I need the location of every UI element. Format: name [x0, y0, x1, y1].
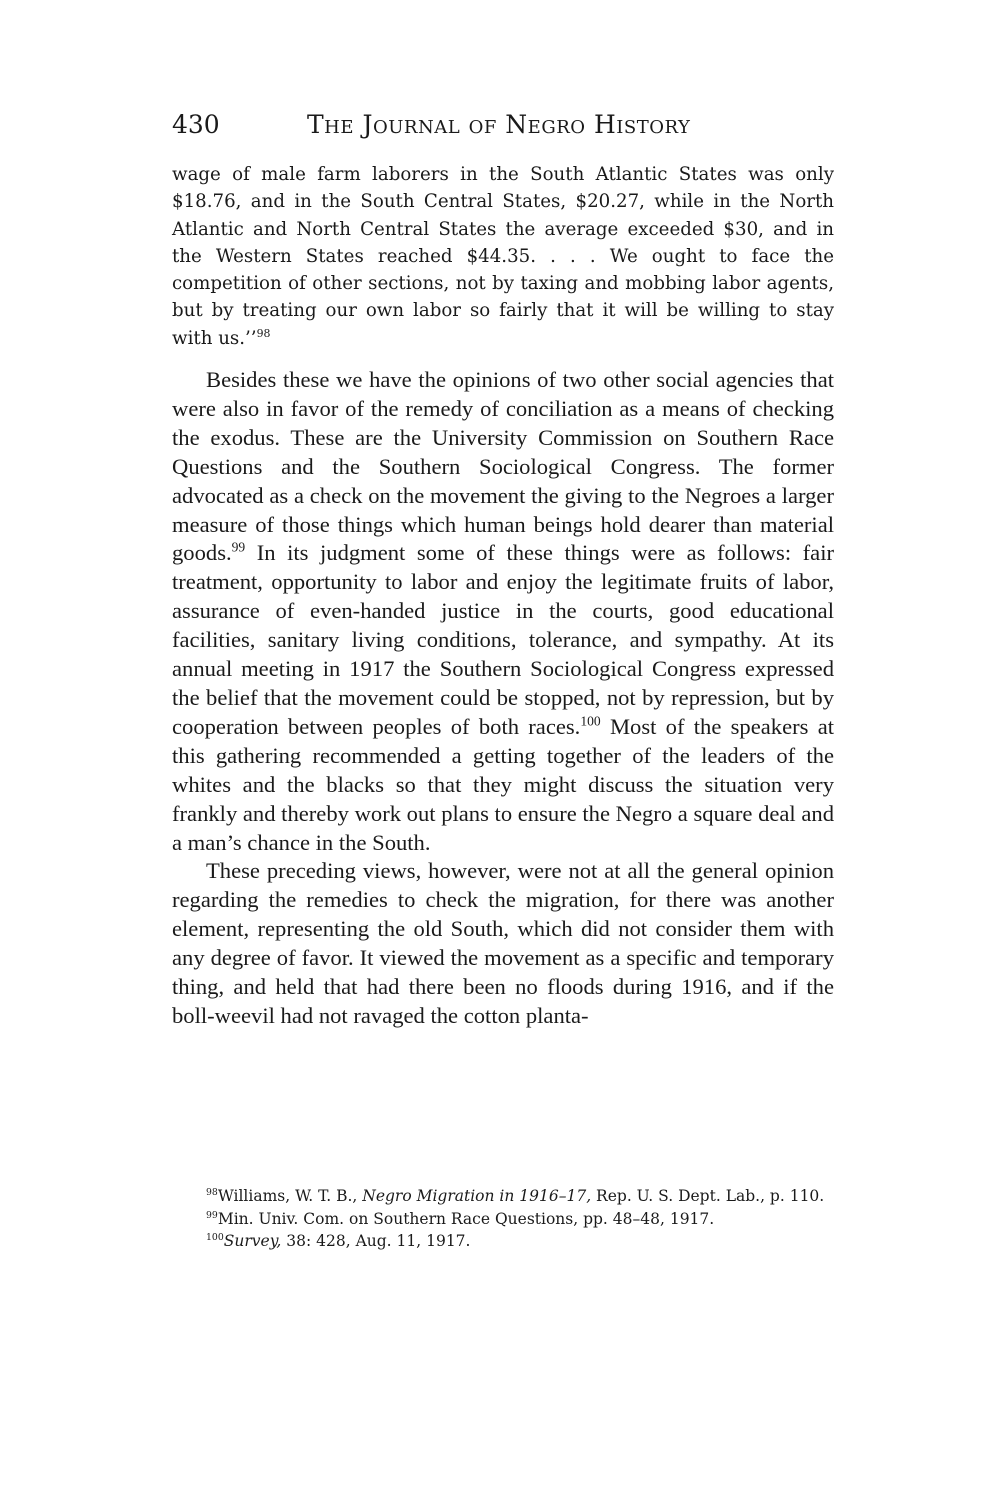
footnotes — [172, 1185, 834, 1253]
paragraph-1-part-a: Besides these we have the opinions of two other social agencies that were also in favor of the remedy of conciliation as a means of checking the exodus. These are the University Commission on Southern Race Questions and the Southern Sociological Congress. The former advocated as a check on the movement the giving to the Negroes a larger measure of those things which human beings hold dearer than material goods. — [172, 367, 834, 566]
running-title: The Journal of Negro History — [307, 110, 691, 139]
footnote-ref-99: 99 — [231, 539, 246, 555]
footnote-title: Negro Migration in 1916–17, — [362, 1187, 592, 1205]
footnote-number: 99 — [206, 1209, 218, 1221]
footnote-ref-100: 100 — [580, 713, 601, 729]
footnote-ref-98: 98 — [256, 326, 271, 340]
paragraph-1-part-b: In its judgment some of these things were as follows: fair treatment, opportunity to labor and enjoy the legitimate fruits of labor, assurance of even-handed justice in the courts, good educational facilities, sanitary living conditions, tolerance, and sympathy. At its annual meeting in 1917 the Southern Sociological Congress expressed the belief that the movement could be stopped, not by repression, but by cooperation between peoples of both races. — [172, 540, 834, 739]
footnote: $^{99}$Min. Univ. Com. on Southern Race Questions, pp. 48–48, 1917. — [206, 1209, 715, 1228]
paragraph-2: These preceding views, however, were not at all the general opinion regarding the remedies to check the migration, for there was another element, representing the old South, which did not consider them with any degree of favor. It viewed the movement as a specific and temporary thing, and held that had there been no floods during 1916, and if the boll-weevil had not ravaged the cotton planta- — [172, 858, 834, 1028]
body-text — [172, 366, 834, 1031]
quoted-passage — [172, 161, 834, 352]
footnote-number: 98 — [206, 1186, 218, 1198]
page-header — [172, 110, 832, 142]
footnote: $^{100}$Survey, 38: 428, Aug. 11, 1917. — [206, 1231, 471, 1250]
page-number: 430 — [172, 110, 220, 139]
quote-text: wage of male farm laborers in the South Atlantic States was only $18.76, and in the South Central States, $20.27, while in the North Atlantic and North Central States the average exceeded $30, and in the Western States reached $44.35. . . . We ought to face the competition of other sections, not by taxing and mobbing labor agents, but by treating our own labor so fairly that it will be willing to stay with us.’’ — [172, 164, 834, 349]
footnote-number: 100 — [206, 1231, 224, 1243]
paragraph-1 — [172, 366, 834, 857]
footnote: $^{98}$Williams, W. T. B., Negro Migration in 1916–17, Rep. U. S. Dept. Lab., p. 110. — [206, 1186, 825, 1205]
footnote-title: Survey, — [223, 1232, 282, 1250]
paragraph-1-part-c: Most of the speakers at this gathering recommended a getting together of the leaders of the whites and the blacks so that they might discuss the situation very frankly and thereby work out plans to ensure the Negro a square deal and a man’s chance in the South. — [172, 713, 835, 855]
